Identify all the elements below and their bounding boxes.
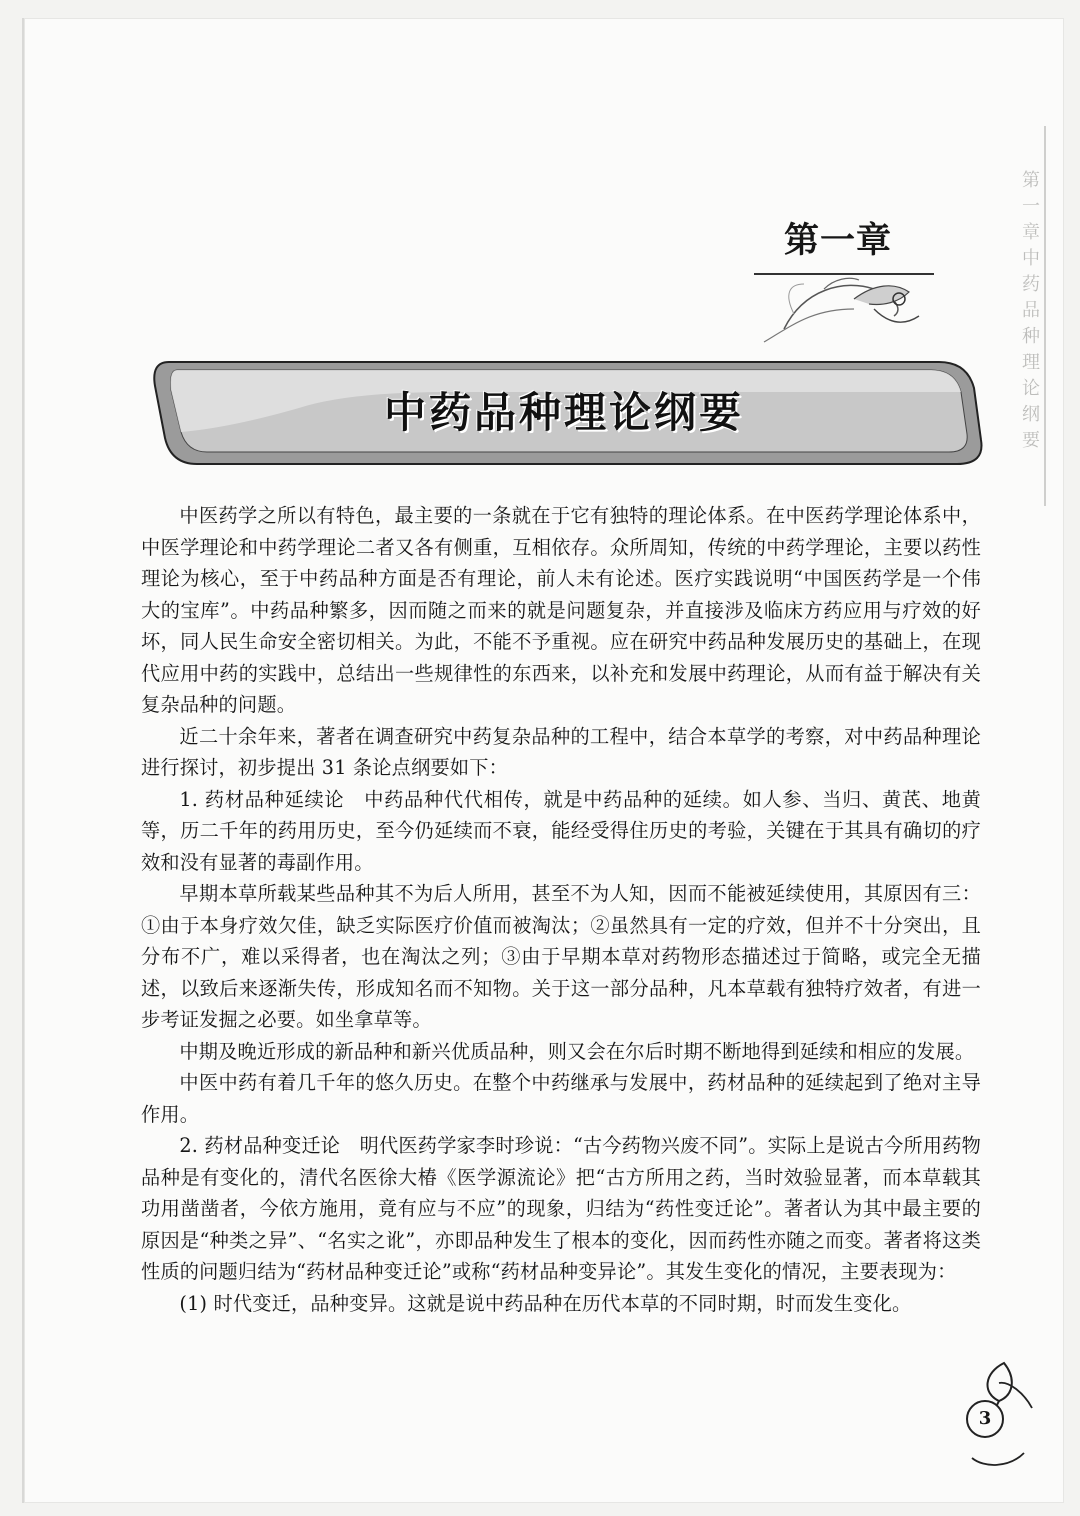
floral-ornament bbox=[724, 254, 944, 354]
side-tab-rule bbox=[1044, 126, 1046, 506]
chapter-title: 中药品种理论纲要 bbox=[383, 388, 744, 437]
chapter-number: 第一章 bbox=[784, 221, 893, 261]
paragraph-point-1-reasons: 早期本草所载某些品种其不为后人所用，甚至不为人知，因而不能被延续使用，其原因有三：①由于本身疗效欠佳，缺乏实际医疗价值而被淘汰；②虽然具有一定的疗效，但并不十分突出，且分布不广，难以采得者，也在淘汰之列；③由于早期本草对药物形态描述过于简略，或完全无描述，以致后来逐渐失传，形成知名而不知物。关于这一部分品种，凡本草载有独特疗效者，有进一步考证发掘之必要。如坐拿草等。 bbox=[141, 882, 981, 1031]
book-page bbox=[22, 18, 1064, 1503]
paragraph-point-2: 2. 药材品种变迁论 明代医药学家李时珍说：“古今药物兴废不同”。实际上是说古今所用药物品种是有变化的，清代名医徐大椿《医学源流论》把“古方所用之药，当时效验显著，而本草载其功用凿凿者，今依方施用，竟有应与不应”的现象，归结为“药性变迁论”。著者认为其中最主要的原因是“种类之异”、“名实之讹”，亦即品种发生了根本的变化，因而药性亦随之而变。著者将这类性质的问题归结为“药材品种变迁论”或称“药材品种变异论”。其发生变化的情况，主要表现为： bbox=[141, 1134, 981, 1283]
paragraph-point-1-summary: 中医中药有着几千年的悠久历史。在整个中药继承与发展中，药材品种的延续起到了绝对主导作用。 bbox=[141, 1071, 981, 1126]
paragraph-overview: 近二十余年来，著者在调查研究中药复杂品种的工程中，结合本草学的考察，对中药品种理论进行探讨，初步提出 31 条论点纲要如下： bbox=[141, 724, 981, 779]
paragraph-intro: 中医药学之所以有特色，最主要的一条就在于它有独特的理论体系。在中医药学理论体系中，中医学理论和中药学理论二者又各有侧重，互相依存。众所周知，传统的中药学理论，主要以药性理论为核心，至于中药品种方面是否有理论，前人未有论述。医疗实践说明“中国医药学是一个伟大的宝库”。中药品种繁多，因而随之而来的就是问题复杂，并直接涉及临床方药应用与疗效的好坏，同人民生命安全密切相关。为此，不能不予重视。应在研究中药品种发展历史的基础上，在现代应用中药的实践中，总结出一些规律性的东西来，以补充和发展中药理论，从而有益于解决有关复杂品种的问题。 bbox=[141, 504, 981, 716]
paragraph-point-2-item-1: (1) 时代变迁，品种变异。这就是说中药品种在历代本草的不同时期，时而发生变化。 bbox=[179, 1291, 912, 1315]
paragraph-point-1: 1. 药材品种延续论 中药品种代代相传，就是中药品种的延续。如人参、当归、黄芪、地黄等，历二千年的药用历史，至今仍延续而不衰，能经受得住历史的考验，关键在于其具有确切的疗效和没有显著的毒副作用。 bbox=[141, 787, 981, 874]
side-tab-text: 第一章 中药品种理论纲要 bbox=[1022, 170, 1040, 451]
paragraph-point-1-new-varieties: 中期及晚近形成的新品种和新兴优质品种，则又会在尔后时期不断地得到延续和相应的发展。 bbox=[179, 1039, 975, 1063]
page-number: 3 bbox=[966, 1400, 1004, 1438]
body-text bbox=[141, 500, 981, 1319]
